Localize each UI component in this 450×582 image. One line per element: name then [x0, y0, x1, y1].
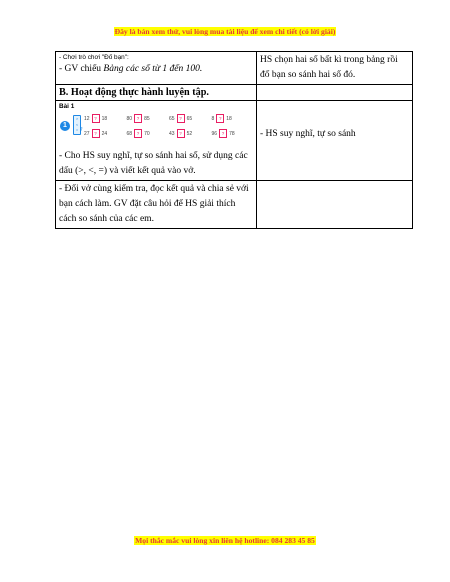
comparison-pair — [212, 129, 255, 138]
pair-right-number: 65 — [186, 115, 193, 122]
comparison-pair — [169, 114, 212, 123]
exercise-cell — [56, 101, 257, 181]
pair-left-number: 68 — [126, 130, 133, 137]
pair-left-number: 8 — [211, 115, 215, 122]
pair-right-number: 18 — [101, 115, 108, 122]
comparison-pair — [169, 129, 212, 138]
pair-left-number: 27 — [84, 130, 90, 137]
instruction-prefix: - GV chiếu — [59, 64, 104, 74]
sign-greater: > — [75, 116, 79, 121]
pair-left-number: 65 — [169, 115, 175, 122]
teacher-activity-cell — [56, 181, 257, 229]
answer-box: ? — [177, 114, 185, 123]
empty-cell — [257, 85, 413, 101]
teacher-instruction: - Cho HS suy nghĩ, tự so sánh hai số, sử dụng các dấu (>, <, =) và viết kết quả vào vở. — [59, 151, 248, 176]
section-heading-cell — [56, 85, 257, 101]
table-row — [56, 52, 413, 85]
hotline-text: Mọi thắc mắc vui lòng xin liên hệ hotline: 084 283 45 85 — [135, 536, 315, 545]
comparison-pair — [84, 129, 127, 138]
student-activity-cell — [257, 101, 413, 181]
pair-left-number: 80 — [126, 115, 133, 122]
student-activity-text: - HS suy nghĩ, tự so sánh — [260, 129, 356, 139]
comparison-pair — [212, 114, 255, 123]
teacher-instruction — [59, 62, 253, 77]
pair-right-number: 85 — [144, 115, 150, 122]
teacher-activity-cell — [56, 52, 257, 85]
pair-right-number: 78 — [229, 130, 235, 137]
table-row — [56, 85, 413, 101]
table-row — [56, 101, 413, 181]
answer-box: ? — [177, 129, 185, 138]
comparison-pair — [127, 129, 170, 138]
comparison-pair — [127, 114, 170, 123]
comparison-pairs — [84, 114, 254, 138]
sign-equal: = — [75, 127, 79, 132]
exercise-title: Bài 1 — [59, 103, 75, 110]
pair-left-number: 96 — [211, 130, 218, 137]
exercise-figure — [59, 111, 253, 145]
teacher-instruction: - Đổi vở cùng kiểm tra, đọc kết quả và chia sẻ với bạn cách làm. GV đặt câu hỏi để HS giải thích cách so sánh của các em. — [59, 184, 249, 224]
lesson-plan-table — [55, 51, 413, 229]
arrow-icon: ? — [80, 127, 83, 133]
section-heading: B. Hoạt động thực hành luyện tập. — [59, 87, 209, 98]
student-activity-cell — [257, 181, 413, 229]
answer-box: ? — [92, 129, 100, 138]
preview-notice-banner — [0, 27, 450, 36]
answer-box: ? — [216, 114, 224, 123]
answer-box: ? — [134, 129, 142, 138]
hotline-banner — [0, 536, 450, 545]
preview-notice-text: Đây là bản xem thử, vui lòng mua tài liệu để xem chi tiết (có lời giải) — [114, 27, 336, 36]
answer-box: ? — [219, 129, 227, 138]
pair-left-number: 43 — [169, 130, 175, 137]
instruction-italic: Bảng các số từ 1 đến 100. — [103, 64, 203, 74]
table-row — [56, 181, 413, 229]
pair-right-number: 24 — [101, 130, 108, 137]
pair-right-number: 52 — [186, 130, 193, 137]
student-activity-cell — [257, 52, 413, 85]
pair-left-number: 12 — [84, 115, 90, 122]
pair-right-number: 70 — [144, 130, 150, 137]
answer-box: ? — [92, 114, 100, 123]
game-instruction: - Chơi trò chơi "Đố bạn": — [59, 54, 129, 61]
answer-box: ? — [134, 114, 142, 123]
pair-right-number: 18 — [226, 115, 232, 122]
comparison-pair — [84, 114, 127, 123]
sign-less: < — [75, 121, 79, 127]
exercise-number-badge: 1 — [60, 121, 70, 131]
student-activity-text: HS chọn hai số bất kì trong bảng rồi đố bạn so sánh hai số đó. — [260, 55, 398, 80]
